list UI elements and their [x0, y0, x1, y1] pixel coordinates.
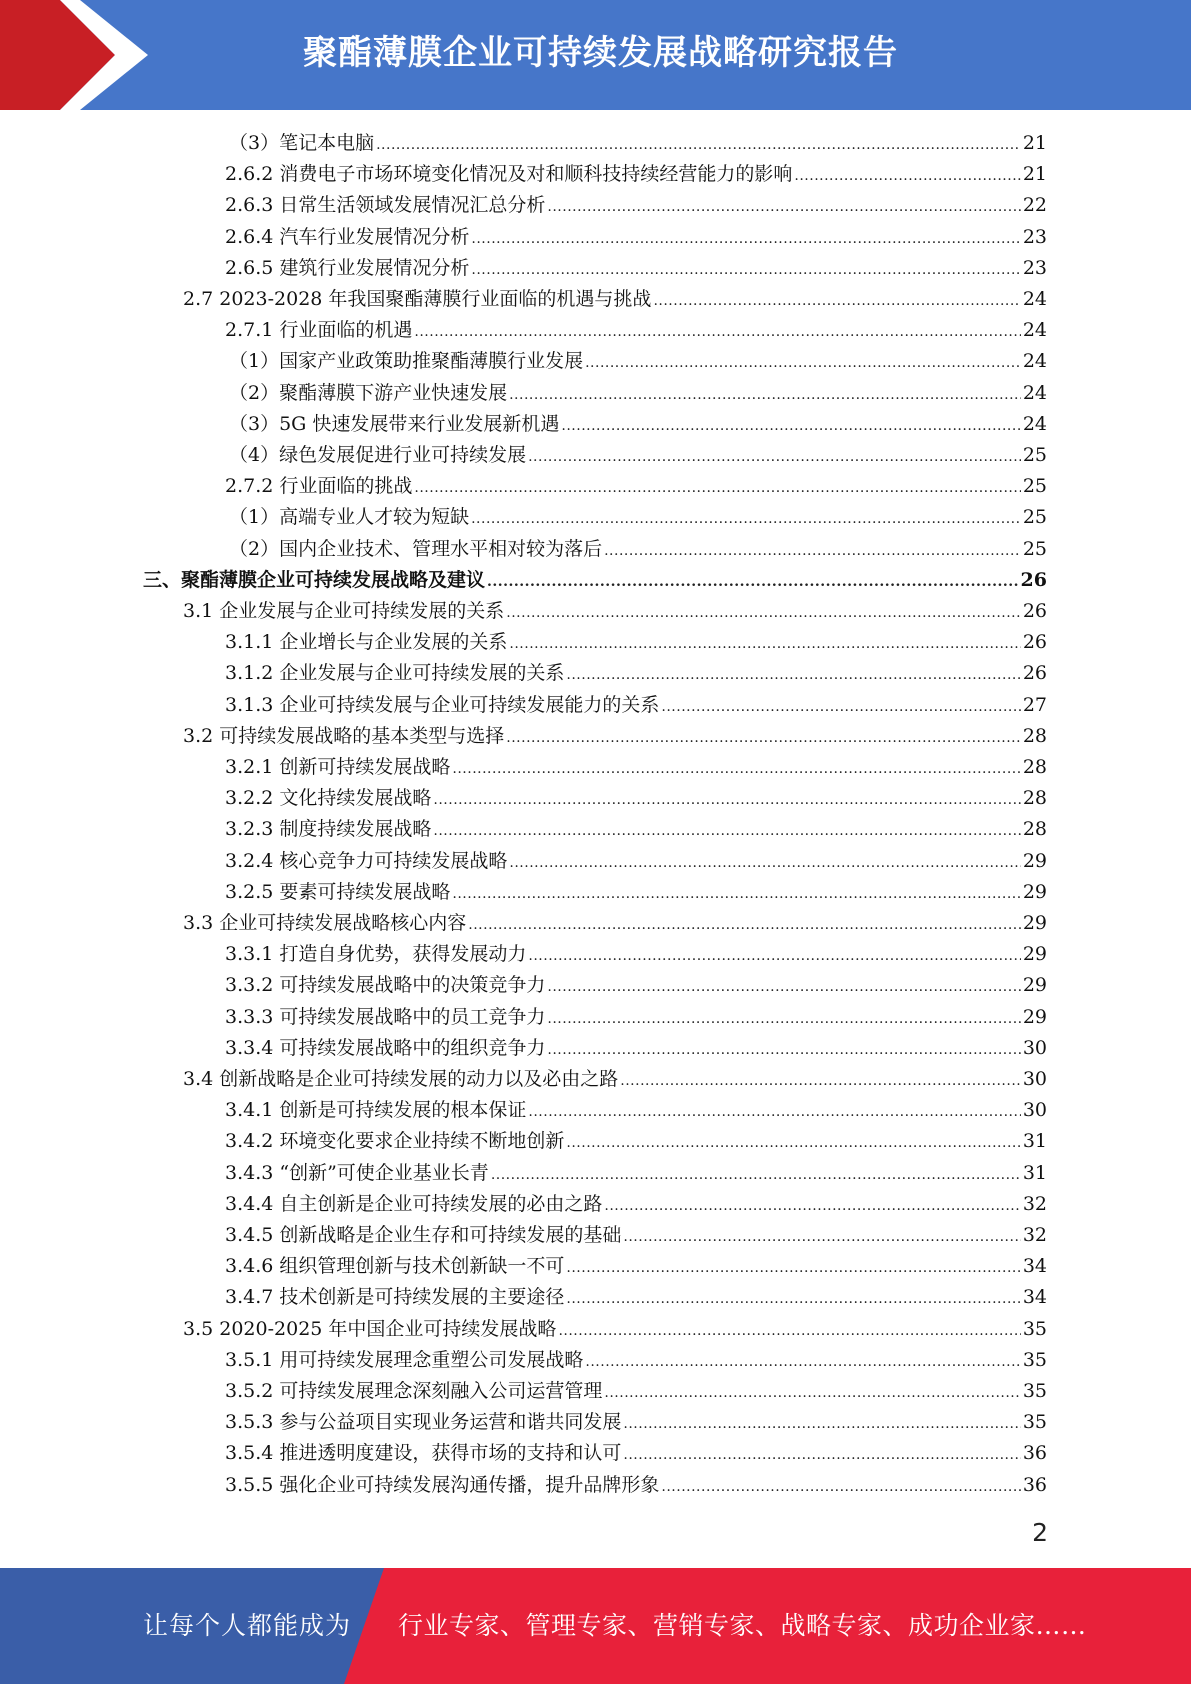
- toc-entry-title: 2.6.3 日常生活领域发展情况汇总分析: [225, 194, 546, 217]
- footer-slogan-left: 让每个人都能成为: [143, 1611, 352, 1640]
- report-title: 聚酯薄膜企业可持续发展战略研究报告: [303, 33, 898, 73]
- toc-entry-page: 29: [1022, 912, 1047, 934]
- toc-entry-page: 32: [1022, 1192, 1047, 1215]
- toc-entry-title: 3.1.1 企业增长与企业发展的关系: [225, 631, 508, 654]
- toc-entry-title: （3）5G 快速发展带来行业发展新机遇: [229, 412, 560, 435]
- toc-dot-leader: [452, 761, 1020, 777]
- toc-entry[interactable]: [183, 721, 1047, 752]
- toc-entry[interactable]: [225, 877, 1047, 908]
- toc-dot-leader: [604, 1385, 1020, 1401]
- toc-entry-page: 29: [1022, 974, 1047, 997]
- toc-entry-page: 26: [1022, 631, 1047, 654]
- toc-entry[interactable]: [229, 502, 1047, 533]
- toc-dot-leader: [623, 1416, 1020, 1432]
- toc-entry[interactable]: [225, 783, 1047, 814]
- toc-entry-page: 24: [1022, 412, 1047, 435]
- toc-entry-title: 2.6.2 消费电子市场环境变化情况及对和顺科技持续经营能力的影响: [225, 163, 793, 186]
- toc-entry-title: 2.7.2 行业面临的挑战: [225, 475, 413, 498]
- toc-dot-leader: [414, 324, 1020, 340]
- toc-entry-page: 22: [1022, 194, 1047, 217]
- toc-entry-page: 29: [1022, 943, 1047, 966]
- toc-entry-title: 2.6.4 汽车行业发展情况分析: [225, 225, 470, 248]
- toc-entry-page: 25: [1022, 537, 1047, 560]
- toc-entry[interactable]: [183, 596, 1047, 627]
- toc-entry[interactable]: [225, 253, 1047, 284]
- toc-entry-page: 34: [1022, 1255, 1047, 1278]
- toc-dot-leader: [547, 1042, 1020, 1058]
- toc-entry-page: 30: [1022, 1036, 1047, 1059]
- toc-entry-title: 2.7.1 行业面临的机遇: [225, 319, 413, 342]
- toc-entry[interactable]: [183, 1064, 1047, 1095]
- toc-entry-page: 25: [1022, 506, 1047, 529]
- toc-dot-leader: [471, 262, 1020, 278]
- toc-entry-title: 3.4.7 技术创新是可持续发展的主要途径: [225, 1286, 565, 1309]
- toc-entry[interactable]: [225, 1345, 1047, 1376]
- toc-entry-title: 三、聚酯薄膜企业可持续发展战略及建议: [143, 568, 486, 591]
- toc-entry[interactable]: [225, 1376, 1047, 1407]
- footer-slogan-right: 行业专家、管理专家、营销专家、战略专家、成功企业家……: [398, 1611, 1087, 1640]
- toc-dot-leader: [452, 886, 1020, 902]
- toc-entry-title: 3.3 企业可持续发展战略核心内容: [183, 912, 467, 934]
- toc-entry[interactable]: [225, 1251, 1047, 1282]
- toc-dot-leader: [471, 511, 1021, 527]
- toc-entry-title: （3）笔记本电脑: [229, 132, 375, 154]
- toc-entry[interactable]: [229, 346, 1047, 377]
- toc-entry[interactable]: [225, 1002, 1047, 1033]
- toc-entry[interactable]: [229, 534, 1047, 565]
- toc-entry[interactable]: [225, 814, 1047, 845]
- toc-entry[interactable]: [225, 1095, 1047, 1126]
- toc-dot-leader: [604, 543, 1021, 559]
- toc-dot-leader: [528, 449, 1021, 465]
- toc-entry-page: 35: [1022, 1411, 1047, 1434]
- toc-entry-title: 3.4.3 “创新”可使企业基业长青: [225, 1161, 489, 1184]
- toc-entry[interactable]: [225, 315, 1047, 346]
- toc-dot-leader: [620, 1073, 1021, 1089]
- toc-entry-title: 3.3.1 打造自身优势，获得发展动力: [225, 943, 527, 966]
- toc-dot-leader: [566, 1135, 1020, 1151]
- toc-entry-title: 3.2.5 要素可持续发展战略: [225, 880, 451, 903]
- toc-entry-title: （1）高端专业人才较为短缺: [229, 506, 470, 529]
- toc-dot-leader: [585, 1354, 1020, 1370]
- toc-entry[interactable]: [225, 1407, 1047, 1438]
- toc-entry-title: 3.4.6 组织管理创新与技术创新缺一不可: [225, 1255, 565, 1278]
- toc-entry-title: 3.5.1 用可持续发展理念重塑公司发展战略: [225, 1348, 584, 1371]
- toc-entry-page: 26: [1020, 568, 1047, 591]
- toc-entry[interactable]: [225, 1126, 1047, 1157]
- toc-entry-page: 35: [1022, 1348, 1047, 1371]
- toc-dot-leader: [794, 168, 1020, 184]
- toc-dot-leader: [509, 636, 1020, 652]
- toc-dot-leader: [468, 917, 1021, 933]
- toc-entry-title: 3.5.2 可持续发展理念深刻融入公司运营管理: [225, 1380, 603, 1402]
- toc-entry-title: 3.4 创新战略是企业可持续发展的动力以及必由之路: [183, 1068, 619, 1090]
- toc-entry-page: 28: [1022, 756, 1047, 778]
- toc-entry-title: 3.3.3 可持续发展战略中的员工竞争力: [225, 1005, 546, 1028]
- toc-dot-leader: [433, 792, 1020, 808]
- toc-dot-leader: [509, 855, 1020, 871]
- toc-entry-page: 25: [1022, 444, 1047, 466]
- toc-entry-title: 2.7 2023-2028 年我国聚酯薄膜行业面临的机遇与挑战: [183, 288, 652, 310]
- toc-entry-title: 3.4.4 自主创新是企业可持续发展的必由之路: [225, 1192, 603, 1215]
- toc-entry-page: 31: [1022, 1130, 1047, 1153]
- toc-dot-leader: [506, 605, 1021, 621]
- toc-entry[interactable]: [225, 1033, 1047, 1064]
- toc-dot-leader: [528, 948, 1020, 964]
- toc-entry[interactable]: [225, 190, 1047, 221]
- toc-entry-title: 3.5 2020-2025 年中国企业可持续发展战略: [183, 1317, 557, 1340]
- toc-entry[interactable]: [229, 409, 1047, 440]
- toc-dot-leader: [487, 574, 1019, 590]
- toc-entry-title: 3.3.2 可持续发展战略中的决策竞争力: [225, 974, 546, 997]
- toc-entry-page: 23: [1022, 225, 1047, 248]
- toc-entry-page: 31: [1022, 1161, 1047, 1184]
- toc-entry[interactable]: [225, 846, 1047, 877]
- page-number: 2: [1032, 1518, 1048, 1547]
- toc-entry[interactable]: [229, 128, 1047, 159]
- toc-entry-title: 3.5.5 强化企业可持续发展沟通传播，提升品牌形象: [225, 1473, 660, 1496]
- toc-dot-leader: [566, 1260, 1020, 1276]
- toc-entry[interactable]: [225, 471, 1047, 502]
- toc-entry[interactable]: [225, 159, 1047, 190]
- toc-entry-title: 3.2.4 核心竞争力可持续发展战略: [225, 849, 508, 872]
- toc-dot-leader: [661, 699, 1020, 715]
- toc-dot-leader: [547, 1011, 1020, 1027]
- toc-entry-page: 24: [1022, 350, 1047, 373]
- toc-dot-leader: [491, 1167, 1021, 1183]
- toc-entry-title: 3.4.5 创新战略是企业生存和可持续发展的基础: [225, 1224, 622, 1246]
- toc-dot-leader: [509, 387, 1021, 403]
- toc-entry-page: 29: [1022, 849, 1047, 872]
- toc-entry-page: 30: [1022, 1068, 1047, 1090]
- toc-entry[interactable]: [225, 627, 1047, 658]
- toc-entry-page: 26: [1022, 662, 1047, 685]
- toc-dot-leader: [376, 137, 1021, 153]
- toc-entry-title: 3.1.3 企业可持续发展与企业可持续发展能力的关系: [225, 693, 660, 716]
- toc-dot-leader: [547, 199, 1020, 215]
- toc-dot-leader: [661, 1479, 1020, 1495]
- toc-entry-title: （4）绿色发展促进行业可持续发展: [229, 444, 527, 466]
- toc-entry-page: 28: [1022, 818, 1047, 841]
- toc-entry[interactable]: [225, 1189, 1047, 1220]
- toc-dot-leader: [653, 293, 1020, 309]
- toc-dot-leader: [566, 1291, 1020, 1307]
- toc-entry-title: 3.2 可持续发展战略的基本类型与选择: [183, 724, 505, 747]
- toc-entry[interactable]: [225, 222, 1047, 253]
- toc-entry-title: 2.6.5 建筑行业发展情况分析: [225, 256, 470, 279]
- toc-dot-leader: [414, 480, 1020, 496]
- toc-dot-leader: [506, 730, 1021, 746]
- toc-dot-leader: [433, 823, 1020, 839]
- toc-entry-page: 24: [1022, 319, 1047, 342]
- toc-dot-leader: [528, 1104, 1020, 1120]
- toc-dot-leader: [471, 231, 1020, 247]
- toc-entry[interactable]: [183, 1314, 1047, 1345]
- toc-entry-title: 3.1 企业发展与企业可持续发展的关系: [183, 600, 505, 622]
- toc-entry[interactable]: [225, 752, 1047, 783]
- toc-dot-leader: [585, 355, 1021, 371]
- toc-entry-title: （2）国内企业技术、管理水平相对较为落后: [229, 537, 603, 560]
- toc-entry[interactable]: [225, 970, 1047, 1001]
- toc-entry-page: 24: [1022, 381, 1047, 404]
- toc-dot-leader: [561, 418, 1020, 434]
- toc-entry-title: 3.2.3 制度持续发展战略: [225, 818, 432, 841]
- toc-entry-page: 29: [1022, 880, 1047, 903]
- toc-entry[interactable]: [183, 284, 1047, 315]
- toc-entry[interactable]: [143, 565, 1047, 596]
- toc-dot-leader: [566, 667, 1020, 683]
- toc-entry-page: 23: [1022, 256, 1047, 279]
- toc-entry[interactable]: [229, 440, 1047, 471]
- toc-entry-page: 28: [1022, 724, 1047, 747]
- toc-entry-page: 35: [1022, 1317, 1047, 1340]
- toc-entry-page: 26: [1022, 600, 1047, 622]
- toc-entry-page: 34: [1022, 1286, 1047, 1309]
- toc-entry-page: 35: [1022, 1380, 1047, 1402]
- page-footer: [0, 1568, 1191, 1684]
- toc-dot-leader: [558, 1323, 1020, 1339]
- toc-entry-title: （2）聚酯薄膜下游产业快速发展: [229, 381, 508, 404]
- toc-entry-title: 3.5.3 参与公益项目实现业务运营和谐共同发展: [225, 1411, 622, 1434]
- toc-entry-title: 3.3.4 可持续发展战略中的组织竞争力: [225, 1036, 546, 1059]
- toc-entry-page: 29: [1022, 1005, 1047, 1028]
- toc-entry[interactable]: [225, 1158, 1047, 1189]
- toc-entry-title: 3.4.1 创新是可持续发展的根本保证: [225, 1099, 527, 1122]
- toc-entry-title: 3.2.1 创新可持续发展战略: [225, 756, 451, 778]
- toc-entry-page: 36: [1022, 1442, 1047, 1465]
- toc-entry[interactable]: [229, 378, 1047, 409]
- page-header: [0, 0, 1191, 110]
- toc-entry-page: 25: [1022, 475, 1047, 498]
- toc-dot-leader: [547, 979, 1020, 995]
- toc-entry-page: 21: [1022, 163, 1047, 186]
- toc-entry[interactable]: [225, 1220, 1047, 1251]
- toc-dot-leader: [623, 1447, 1020, 1463]
- toc-entry-page: 30: [1022, 1099, 1047, 1122]
- toc-entry[interactable]: [225, 690, 1047, 721]
- toc-entry-title: 3.5.4 推进透明度建设，获得市场的支持和认可: [225, 1442, 622, 1465]
- toc-entry-title: 3.1.2 企业发展与企业可持续发展的关系: [225, 662, 565, 685]
- toc-entry[interactable]: [225, 939, 1047, 970]
- toc-entry-page: 24: [1022, 288, 1047, 310]
- toc-entry[interactable]: [225, 1282, 1047, 1313]
- toc-entry[interactable]: [225, 1438, 1047, 1469]
- toc-entry-page: 21: [1022, 132, 1047, 154]
- toc-entry[interactable]: [225, 1470, 1047, 1501]
- toc-entry-page: 36: [1022, 1473, 1047, 1496]
- toc-entry-title: 3.4.2 环境变化要求企业持续不断地创新: [225, 1130, 565, 1153]
- toc-entry-title: 3.2.2 文化持续发展战略: [225, 787, 432, 810]
- toc-entry-page: 28: [1022, 787, 1047, 810]
- toc-entry-page: 27: [1022, 693, 1047, 716]
- toc-dot-leader: [623, 1229, 1020, 1245]
- toc-entry-title: （1）国家产业政策助推聚酯薄膜行业发展: [229, 350, 584, 373]
- toc-entry[interactable]: [183, 908, 1047, 939]
- toc-entry-page: 32: [1022, 1224, 1047, 1246]
- toc-dot-leader: [604, 1198, 1020, 1214]
- toc-entry[interactable]: [225, 658, 1047, 689]
